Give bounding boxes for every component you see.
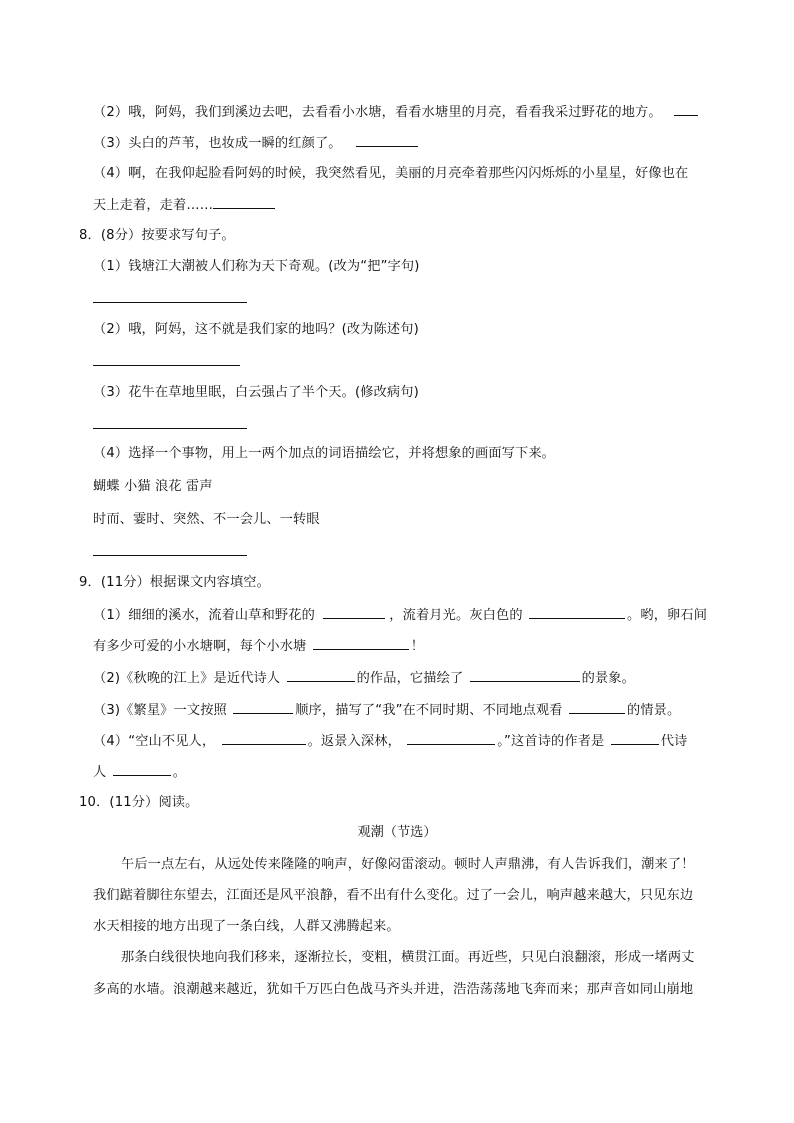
q9-item-1-line-1 bbox=[93, 604, 707, 626]
q9-item-3-text-b: 顺序，描写了“我”在不同时期、不同地点观看 bbox=[295, 703, 563, 718]
q9-item-4-blank-2[interactable] bbox=[407, 730, 495, 745]
q7-item-4-blank[interactable] bbox=[213, 194, 275, 209]
q7-item-4-line-1: （4）啊，在我仰起脸看阿妈的时候，我突然看见，美丽的月亮牵着那些闪闪烁烁的小星星，好像也在 bbox=[93, 166, 689, 181]
q9-item-4-text-d: 代诗 bbox=[660, 734, 688, 749]
q9-item-2-text-b: 的作品，它描绘了 bbox=[356, 671, 464, 686]
q8-item-3-answer-line[interactable] bbox=[93, 428, 247, 429]
q9-item-3-blank-1[interactable] bbox=[233, 699, 293, 714]
passage-title: 观潮（节选） bbox=[357, 825, 437, 840]
q9-item-4-line-1 bbox=[93, 730, 687, 752]
q7-item-3 bbox=[93, 132, 418, 154]
q9-heading: 9．(11分）根据课文内容填空。 bbox=[79, 575, 270, 590]
q8-item-1-answer-line[interactable] bbox=[93, 302, 247, 303]
q9-item-2-blank-2[interactable] bbox=[470, 667, 580, 682]
q7-item-2-text: （2）哦，阿妈，我们到溪边去吧，去看看小水塘，看看水塘里的月亮，看看我采过野花的地方。 bbox=[93, 105, 662, 120]
q7-item-4-line-2 bbox=[93, 194, 275, 216]
q8-heading: 8．(8分）按要求写句子。 bbox=[79, 228, 235, 243]
q9-item-1-text-e: ！ bbox=[410, 639, 425, 654]
q8-item-2: （2）哦，阿妈，这不就是我们家的地吗？(改为陈述句) bbox=[93, 322, 419, 337]
q8-item-1: （1）钱塘江大潮被人们称为天下奇观。(改为“把”字句) bbox=[93, 259, 420, 274]
passage-p1-line-2: 我们踮着脚往东望去，江面还是风平浪静，看不出有什么变化。过了一会儿，响声越来越大，只见东边 bbox=[93, 888, 694, 903]
q9-item-3-blank-2[interactable] bbox=[569, 699, 625, 714]
q7-item-2-blank[interactable] bbox=[674, 101, 698, 116]
q9-item-4-text-f: 。 bbox=[172, 765, 187, 780]
q8-item-2-answer-line[interactable] bbox=[93, 365, 240, 366]
q9-item-2-text-a: （2)《秋晚的江上》是近代诗人 bbox=[93, 671, 281, 686]
q8-item-4: （4）选择一个事物，用上一两个加点的词语描绘它，并将想象的画面写下来。 bbox=[93, 446, 556, 461]
passage-p2-line-1: 那条白线很快地向我们移来，逐渐拉长，变粗，横贯江面。再近些，只见白浪翻滚，形成一堵两丈 bbox=[121, 950, 695, 965]
q9-item-4-text-e: 人 bbox=[93, 765, 107, 780]
q9-item-1-text-c: 。哟，卵石间 bbox=[627, 608, 708, 623]
q9-item-2-blank-1[interactable] bbox=[287, 667, 355, 682]
passage-p1-line-3: 水天相接的地方出现了一条白线，人群又沸腾起来。 bbox=[93, 919, 400, 934]
q9-item-3-text-c: 的情景。 bbox=[626, 703, 681, 718]
q7-item-3-text: （3）头白的芦苇，也妆成一瞬的红颜了。 bbox=[93, 136, 342, 151]
q9-item-2-text-c: 的景象。 bbox=[581, 671, 635, 686]
q9-item-4-blank-3[interactable] bbox=[611, 730, 659, 745]
q9-item-1-text-b: ，流着月光。灰白色的 bbox=[389, 608, 523, 623]
q9-item-1-line-2 bbox=[93, 635, 424, 657]
q9-item-1-blank-1[interactable] bbox=[323, 604, 385, 619]
q9-item-1-text-d: 有多少可爱的小水塘啊，每个小水塘 bbox=[93, 639, 307, 654]
passage-p2-line-2: 多高的水墙。浪潮越来越近，犹如千万匹白色战马齐头并进，浩浩荡荡地飞奔而来；那声音如同山崩地 bbox=[93, 982, 694, 997]
q8-word-list-1: 蝴蝶 小猫 浪花 雷声 bbox=[93, 479, 213, 494]
q7-item-4-text: 天上走着，走着…… bbox=[93, 198, 214, 213]
q9-item-1-blank-2[interactable] bbox=[529, 604, 625, 619]
q10-heading: 10．(11分）阅读。 bbox=[79, 795, 199, 810]
q8-item-4-answer-line[interactable] bbox=[93, 555, 247, 556]
q9-item-4-text-a: （4）“空山不见人， bbox=[93, 734, 216, 749]
q7-item-3-blank[interactable] bbox=[356, 132, 418, 147]
q8-word-list-2: 时而、霎时、突然、不一会儿、一转眼 bbox=[93, 512, 320, 527]
q9-item-4-blank-1[interactable] bbox=[222, 730, 306, 745]
q9-item-4-text-c: 。”这首诗的作者是 bbox=[497, 734, 605, 749]
q9-item-2 bbox=[93, 667, 635, 689]
q9-item-4-text-b: 。返景入深林， bbox=[307, 734, 401, 749]
q8-item-3: （3）花牛在草地里眠，白云强占了半个天。(修改病句) bbox=[93, 385, 419, 400]
passage-p1-line-1: 午后一点左右，从远处传来隆隆的响声，好像闷雷滚动。顿时人声鼎沸，有人告诉我们，潮来了！ bbox=[121, 857, 695, 872]
q9-item-3 bbox=[93, 699, 680, 721]
q9-item-4-blank-4[interactable] bbox=[113, 761, 171, 776]
q9-item-1-text-a: （1）细细的溪水，流着山草和野花的 bbox=[93, 608, 315, 623]
q9-item-3-text-a: （3)《繁星》一文按照 bbox=[93, 703, 227, 718]
q9-item-1-blank-3[interactable] bbox=[313, 635, 409, 650]
q9-item-4-line-2 bbox=[93, 761, 186, 783]
q7-item-2 bbox=[93, 101, 698, 123]
